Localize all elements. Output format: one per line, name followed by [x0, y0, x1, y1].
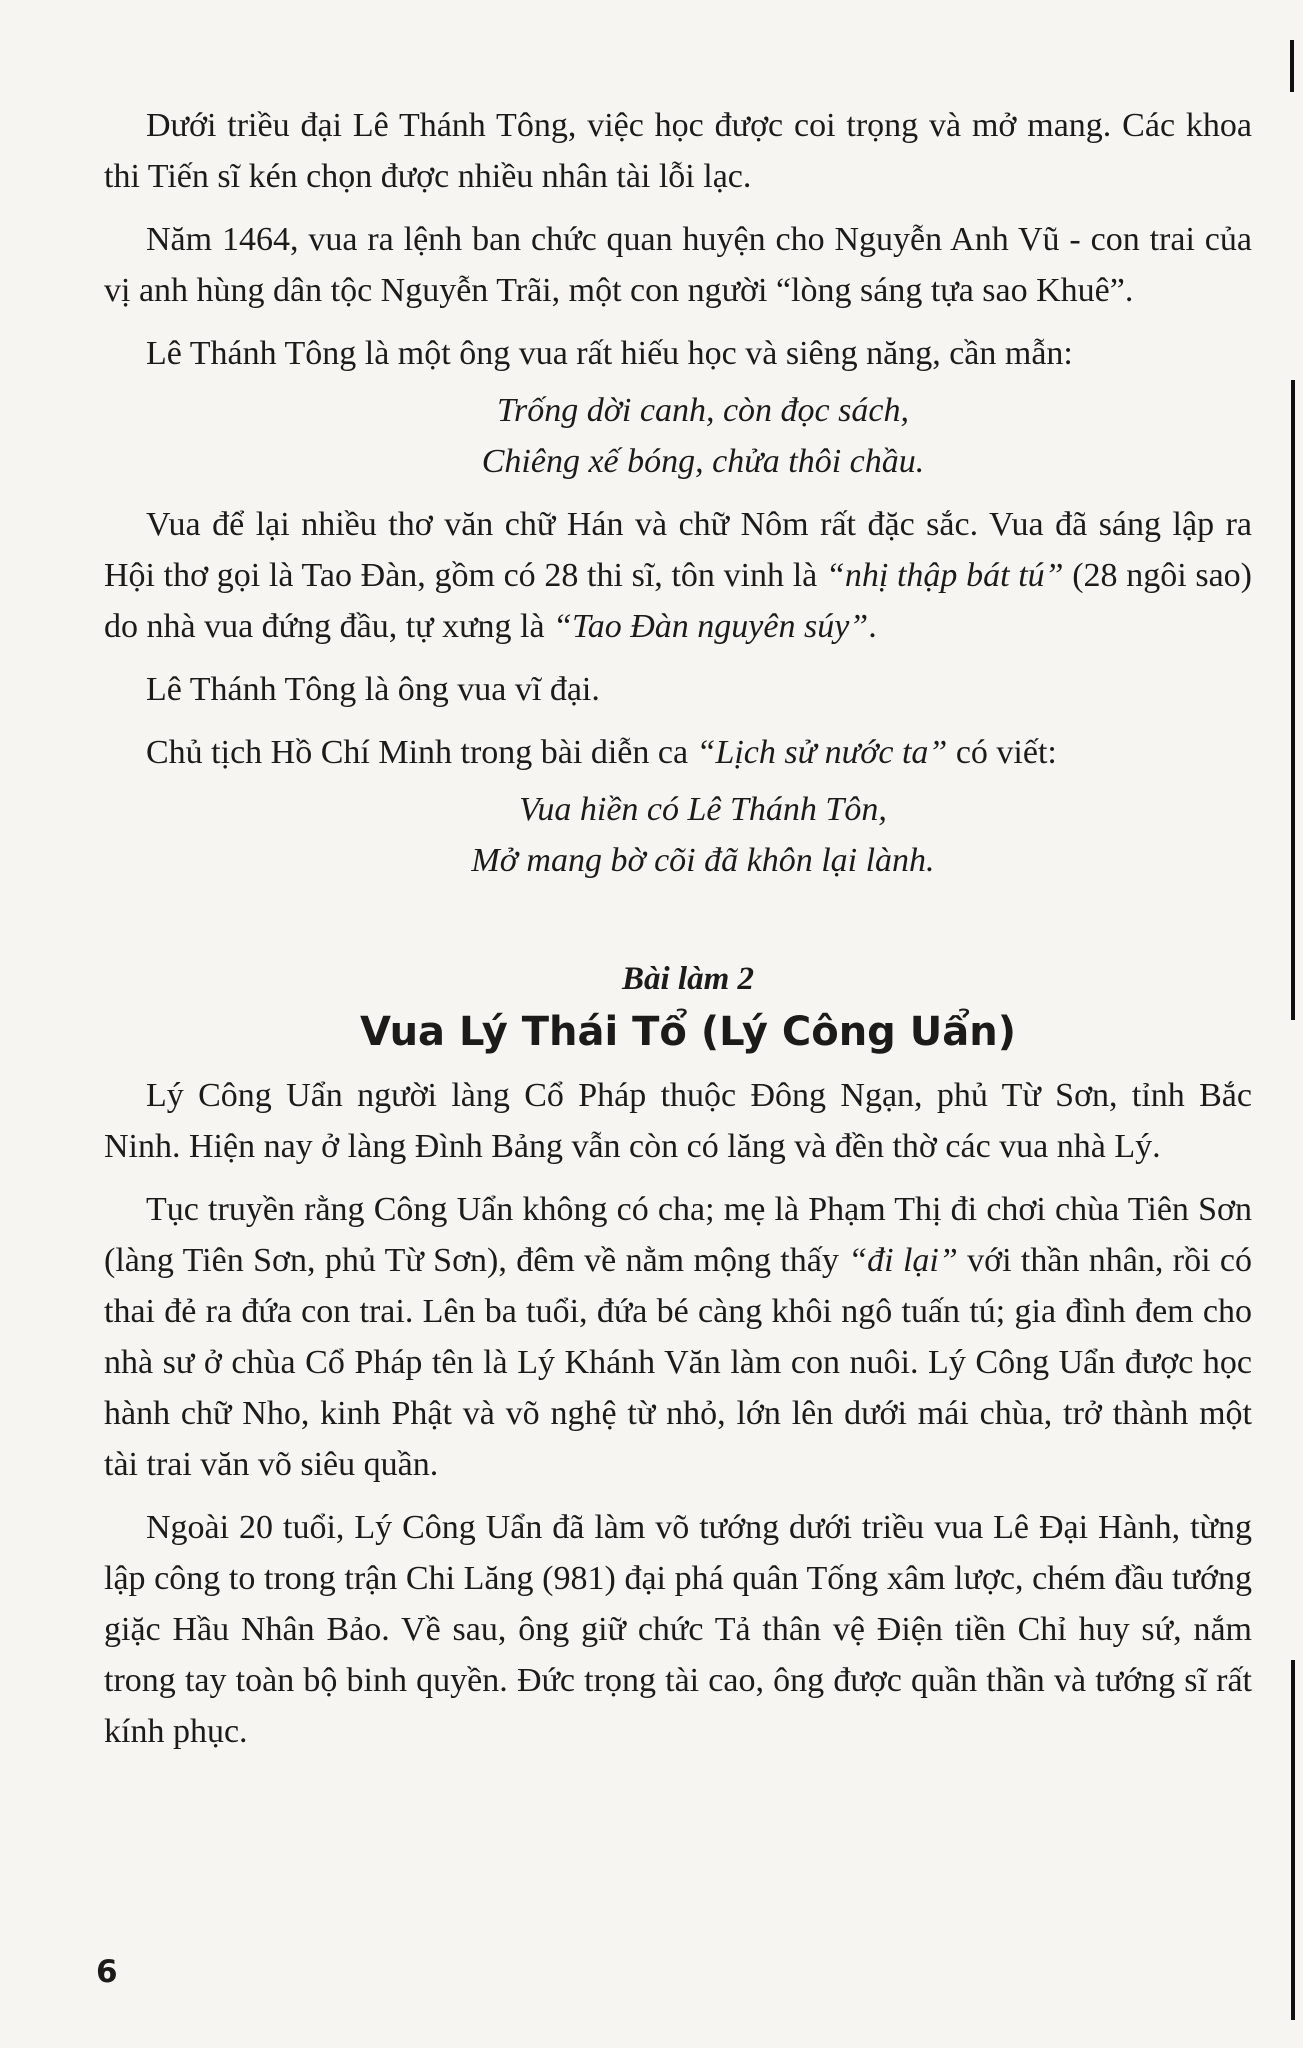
paragraph: Lê Thánh Tông là ông vua vĩ đại. — [146, 671, 600, 708]
poem-line: Trống dời canh, còn đọc sách, — [497, 392, 909, 429]
poem-line: Chiêng xế bóng, chửa thôi chầu. — [481, 443, 925, 480]
page-number: 6 — [96, 1954, 118, 1990]
poem-excerpt — [104, 784, 1252, 886]
poem-line: Mở mang bờ cõi đã khôn lại lành. — [471, 842, 935, 879]
paragraph: Lý Công Uẩn người làng Cổ Pháp thuộc Đông Ngạn, phủ Từ Sơn, tỉnh Bắc Ninh. Hiện nay ở làng Đình Bảng vẫn còn có lăng và đền thờ các vua nhà Lý. — [104, 1077, 1252, 1165]
text-run: . — [868, 608, 877, 645]
paragraph: Lê Thánh Tông là một ông vua rất hiếu học và siêng năng, cần mẫn: — [146, 335, 1073, 372]
poem-line: Vua hiền có Lê Thánh Tôn, — [519, 791, 887, 828]
section-subtitle: Bài làm 2 — [621, 961, 755, 997]
paragraph: Dưới triều đại Lê Thánh Tông, việc học được coi trọng và mở mang. Các khoa thi Tiến sĩ kén chọn được nhiều nhân tài lỗi lạc. — [104, 107, 1252, 195]
page-edge-shadow — [1291, 380, 1295, 1020]
text-run: có viết: — [947, 734, 1057, 771]
italic-quote: “Tao Đàn nguyên súy” — [553, 608, 869, 645]
italic-quote: “đi lại” — [848, 1242, 958, 1279]
text-run: Tục truyền rằng Công Uẩn không có cha; mẹ là Phạm Thị đi chơi chùa Tiên Sơn (làng Tiên Sơn, phủ Từ Sơn), đêm về nằm mộng thấy — [104, 1191, 1252, 1279]
text-run: với thần nhân, rồi có thai đẻ ra đứa con trai. Lên ba tuổi, đứa bé càng khôi ngô tuấn tú; gia đình đem cho nhà sư ở chùa Cổ Pháp tên là Lý Khánh Văn làm con nuôi. Lý Công Uẩn được học hành chữ Nho, kinh Phật và võ nghệ từ nhỏ, lớn lên dưới mái chùa, trở thành một tài trai văn võ siêu quần. — [104, 1242, 1252, 1483]
paragraph: Ngoài 20 tuổi, Lý Công Uẩn đã làm võ tướng dưới triều vua Lê Đại Hành, từng lập công to trong trận Chi Lăng (981) đại phá quân Tống xâm lược, chém đầu tướng giặc Hầu Nhân Bảo. Về sau, ông giữ chức Tả thân vệ Điện tiền Chỉ huy sứ, nắm trong tay toàn bộ binh quyền. Đức trọng tài cao, ông được quần thần và tướng sĩ rất kính phục. — [104, 1509, 1252, 1750]
text-run: Vua để lại nhiều thơ văn chữ Hán và chữ Nôm rất đặc sắc. Vua đã sáng lập ra Hội thơ gọi là Tao Đàn, gồm có 28 thi sĩ, tôn vinh là — [104, 506, 1252, 594]
italic-quote: “nhị thập bát tú” — [825, 557, 1064, 594]
page-body — [104, 100, 1252, 1769]
text-run: (28 ngôi sao) do nhà vua đứng đầu, tự xưng là — [104, 557, 1253, 645]
paragraph — [104, 727, 1252, 778]
poem-excerpt — [104, 385, 1252, 487]
page-edge-shadow — [1290, 40, 1294, 92]
section-title: Vua Lý Thái Tổ (Lý Công Uẩn) — [360, 1009, 1016, 1055]
paragraph — [104, 499, 1252, 652]
page-edge-shadow — [1291, 1660, 1295, 2020]
paragraph: Năm 1464, vua ra lệnh ban chức quan huyện cho Nguyễn Anh Vũ - con trai của vị anh hùng dân tộc Nguyễn Trãi, một con người “lòng sáng tựa sao Khuê”. — [104, 221, 1252, 309]
paragraph — [104, 1184, 1252, 1490]
italic-quote: “Lịch sử nước ta” — [696, 734, 948, 771]
text-run: Chủ tịch Hồ Chí Minh trong bài diễn ca — [146, 734, 697, 771]
